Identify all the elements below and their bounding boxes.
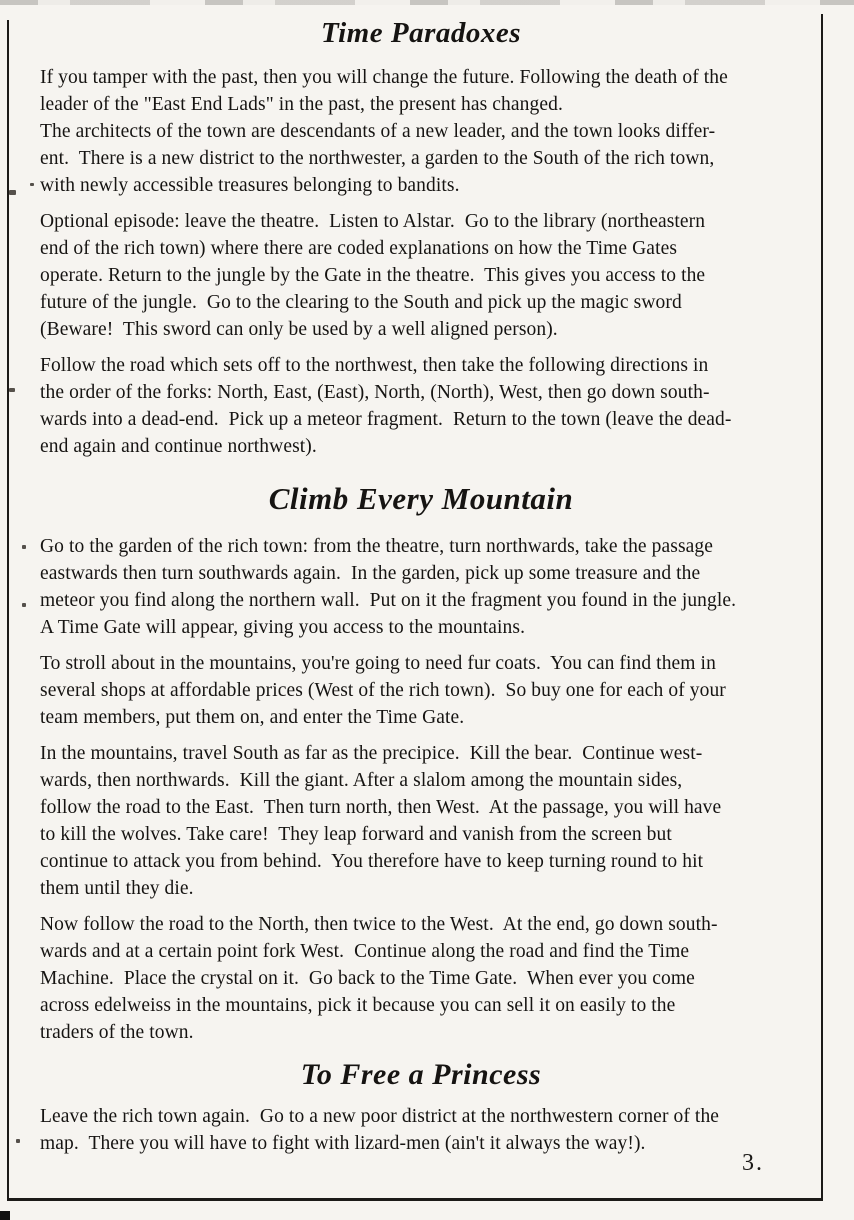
section-time-paradoxes xyxy=(40,14,802,460)
scan-border-left xyxy=(7,20,9,1200)
text-line: them until they die. xyxy=(40,878,194,899)
text-line: Optional episode: leave the theatre. Listen to Alstar. Go to the library (northeastern xyxy=(40,211,706,232)
text-line: Now follow the road to the North, then twice to the West. At the end, go down south- xyxy=(40,914,718,935)
text-line: continue to attack you from behind. You therefore have to keep turning round to hit xyxy=(40,851,704,872)
scan-speck xyxy=(22,603,26,607)
text-line: (Beware! This sword can only be used by a well aligned person). xyxy=(40,319,558,340)
text-line: end again and continue northwest). xyxy=(40,436,317,457)
section-to-free-a-princess xyxy=(40,1055,802,1157)
scan-speck xyxy=(16,1139,20,1143)
text-line: meteor you find along the northern wall. Put on it the fragment you found in the jungle. xyxy=(40,590,737,611)
text-line: leader of the "East End Lads" in the past, the present has changed. xyxy=(40,94,563,115)
text-line: across edelweiss in the mountains, pick it because you can sell it on easily to the xyxy=(40,995,676,1016)
text-line: team members, put them on, and enter the Time Gate. xyxy=(40,707,465,728)
scan-border-bottom xyxy=(7,1198,823,1201)
paragraph xyxy=(40,650,802,731)
text-line: wards into a dead-end. Pick up a meteor fragment. Return to the town (leave the dead- xyxy=(40,409,732,430)
paragraph xyxy=(40,208,802,343)
text-line: A Time Gate will appear, giving you access to the mountains. xyxy=(40,617,526,638)
text-line: several shops at affordable prices (West of the rich town). So buy one for each of your xyxy=(40,680,726,701)
text-line: wards, then northwards. Kill the giant. After a slalom among the mountain sides, xyxy=(40,770,683,791)
page-number: 3. xyxy=(742,1150,764,1176)
text-line: Follow the road which sets off to the northwest, then take the following directions in xyxy=(40,355,709,376)
paragraph xyxy=(40,1103,802,1157)
section-title: To Free a Princess xyxy=(300,1058,542,1091)
paragraph xyxy=(40,740,802,902)
text-line: map. There you will have to fight with lizard-men (ain't it always the way!). xyxy=(40,1133,646,1154)
paragraph xyxy=(40,911,802,1046)
text-line: Machine. Place the crystal on it. Go back to the Time Gate. When ever you come xyxy=(40,968,695,989)
text-line: If you tamper with the past, then you will change the future. Following the death of the xyxy=(40,67,728,88)
text-line: eastwards then turn southwards again. In the garden, pick up some treasure and the xyxy=(40,563,701,584)
text-line: follow the road to the East. Then turn north, then West. At the passage, you will have xyxy=(40,797,722,818)
scan-speck xyxy=(9,388,15,392)
text-line: ent. There is a new district to the northwester, a garden to the South of the rich town, xyxy=(40,148,715,169)
text-line: the order of the forks: North, East, (East), North, (North), West, then go down south- xyxy=(40,382,710,403)
section-title: Climb Every Mountain xyxy=(268,481,574,516)
section-title: Time Paradoxes xyxy=(320,17,522,49)
text-line: operate. Return to the jungle by the Gate in the theatre. This gives you access to the xyxy=(40,265,706,286)
text-line: Go to the garden of the rich town: from the theatre, turn northwards, take the passage xyxy=(40,536,714,557)
paragraph xyxy=(40,533,802,641)
page-content xyxy=(40,0,802,1166)
text-line: In the mountains, travel South as far as the precipice. Kill the bear. Continue west- xyxy=(40,743,703,764)
text-line: end of the rich town) where there are coded explanations on how the Time Gates xyxy=(40,238,678,259)
scan-speck xyxy=(22,545,26,549)
scan-speck xyxy=(9,190,16,195)
scan-corner-blotch xyxy=(0,1211,10,1220)
scan-speck xyxy=(30,183,34,186)
text-line: Leave the rich town again. Go to a new poor district at the northwestern corner of the xyxy=(40,1106,720,1127)
text-line: To stroll about in the mountains, you're going to need fur coats. You can find them in xyxy=(40,653,716,674)
text-line: wards and at a certain point fork West. Continue along the road and find the Time xyxy=(40,941,690,962)
section-climb-every-mountain xyxy=(40,478,802,1046)
paragraph xyxy=(40,352,802,460)
text-line: The architects of the town are descendants of a new leader, and the town looks differ- xyxy=(40,121,716,142)
text-line: to kill the wolves. Take care! They leap forward and vanish from the screen but xyxy=(40,824,672,845)
scan-border-right xyxy=(821,14,823,1200)
text-line: traders of the town. xyxy=(40,1022,194,1043)
text-line: future of the jungle. Go to the clearing to the South and pick up the magic sword xyxy=(40,292,682,313)
paragraph xyxy=(40,64,802,199)
text-line: with newly accessible treasures belonging to bandits. xyxy=(40,175,460,196)
